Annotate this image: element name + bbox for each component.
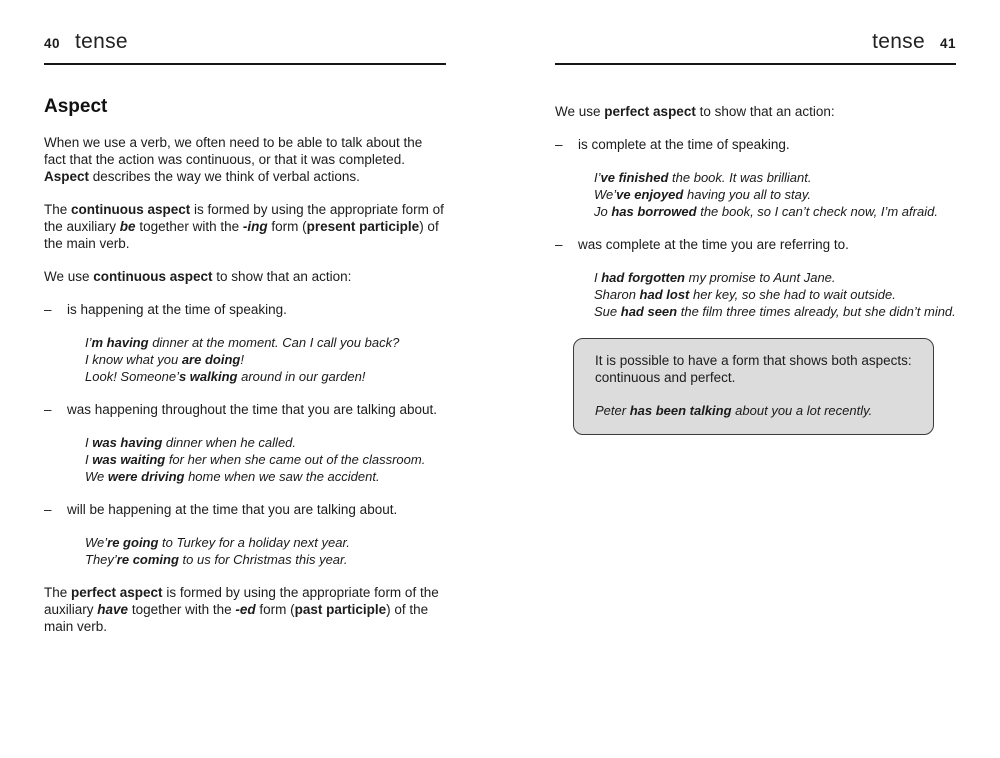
note-box: [573, 338, 934, 435]
note-text: It is possible to have a form that shows both aspects: continuous and perfect.: [595, 353, 912, 385]
running-head: tense: [872, 30, 925, 53]
page-number: 40: [44, 36, 61, 51]
example-group: [85, 434, 446, 485]
page-left: [44, 30, 446, 651]
section-heading: Aspect: [44, 96, 108, 117]
example-line: They’re coming to us for Christmas this year.: [85, 552, 348, 567]
page-header-right: [555, 30, 956, 65]
page-header-left: [44, 30, 446, 65]
example-line: We’re going to Turkey for a holiday next year.: [85, 535, 350, 550]
bullet-dash: –: [44, 402, 52, 417]
note-example: Peter has been talking about you a lot recently.: [595, 403, 873, 418]
example-line: We’ve enjoyed having you all to stay.: [594, 187, 812, 202]
bullet-text: is complete at the time of speaking.: [578, 137, 790, 152]
paragraph: We use continuous aspect to show that an action:: [44, 269, 352, 284]
example-line: I was having dinner when he called.: [85, 435, 297, 450]
example-line: Jo has borrowed the book, so I can’t check now, I’m afraid.: [594, 204, 938, 219]
bullet-text: will be happening at the time that you are talking about.: [67, 502, 398, 517]
bullet-text: is happening at the time of speaking.: [67, 302, 287, 317]
bullet-item: [44, 501, 446, 518]
bullet-dash: –: [555, 137, 563, 152]
example-group: [594, 269, 956, 320]
paragraph: The continuous aspect is formed by using the appropriate form of the auxiliary be together with the -ing form (present participle) of the main verb.: [44, 202, 444, 251]
page-right: [555, 30, 956, 435]
example-line: Look! Someone’s walking around in our garden!: [85, 369, 366, 384]
bullet-text: was complete at the time you are referring to.: [578, 237, 849, 252]
example-line: We were driving home when we saw the accident.: [85, 469, 380, 484]
bullet-item: [555, 236, 956, 253]
bullet-item: [44, 301, 446, 318]
example-group: [85, 334, 446, 385]
bullet-dash: –: [44, 302, 52, 317]
example-line: I had forgotten my promise to Aunt Jane.: [594, 270, 836, 285]
example-group: [594, 169, 956, 220]
paragraph: When we use a verb, we often need to be able to talk about the fact that the action was continuous, or that it was completed. Aspect describes the way we think of verbal actions.: [44, 135, 423, 184]
bullet-dash: –: [44, 502, 52, 517]
paragraph: The perfect aspect is formed by using the appropriate form of the auxiliary have together with the -ed form (past participle) of the main verb.: [44, 585, 439, 634]
bullet-text: was happening throughout the time that you are talking about.: [67, 402, 438, 417]
example-line: I’m having dinner at the moment. Can I call you back?: [85, 335, 400, 350]
paragraph: We use perfect aspect to show that an action:: [555, 104, 835, 119]
example-line: Sue had seen the film three times already, but she didn’t mind.: [594, 304, 956, 319]
example-line: Sharon had lost her key, so she had to wait outside.: [594, 287, 896, 302]
example-group: [85, 534, 446, 568]
example-line: I’ve finished the book. It was brilliant.: [594, 170, 812, 185]
bullet-item: [44, 401, 446, 418]
page-number: 41: [939, 36, 956, 51]
example-line: I know what you are doing!: [85, 352, 244, 367]
example-line: I was waiting for her when she came out of the classroom.: [85, 452, 426, 467]
running-head: tense: [75, 30, 128, 53]
bullet-item: [555, 136, 956, 153]
bullet-dash: –: [555, 237, 563, 252]
